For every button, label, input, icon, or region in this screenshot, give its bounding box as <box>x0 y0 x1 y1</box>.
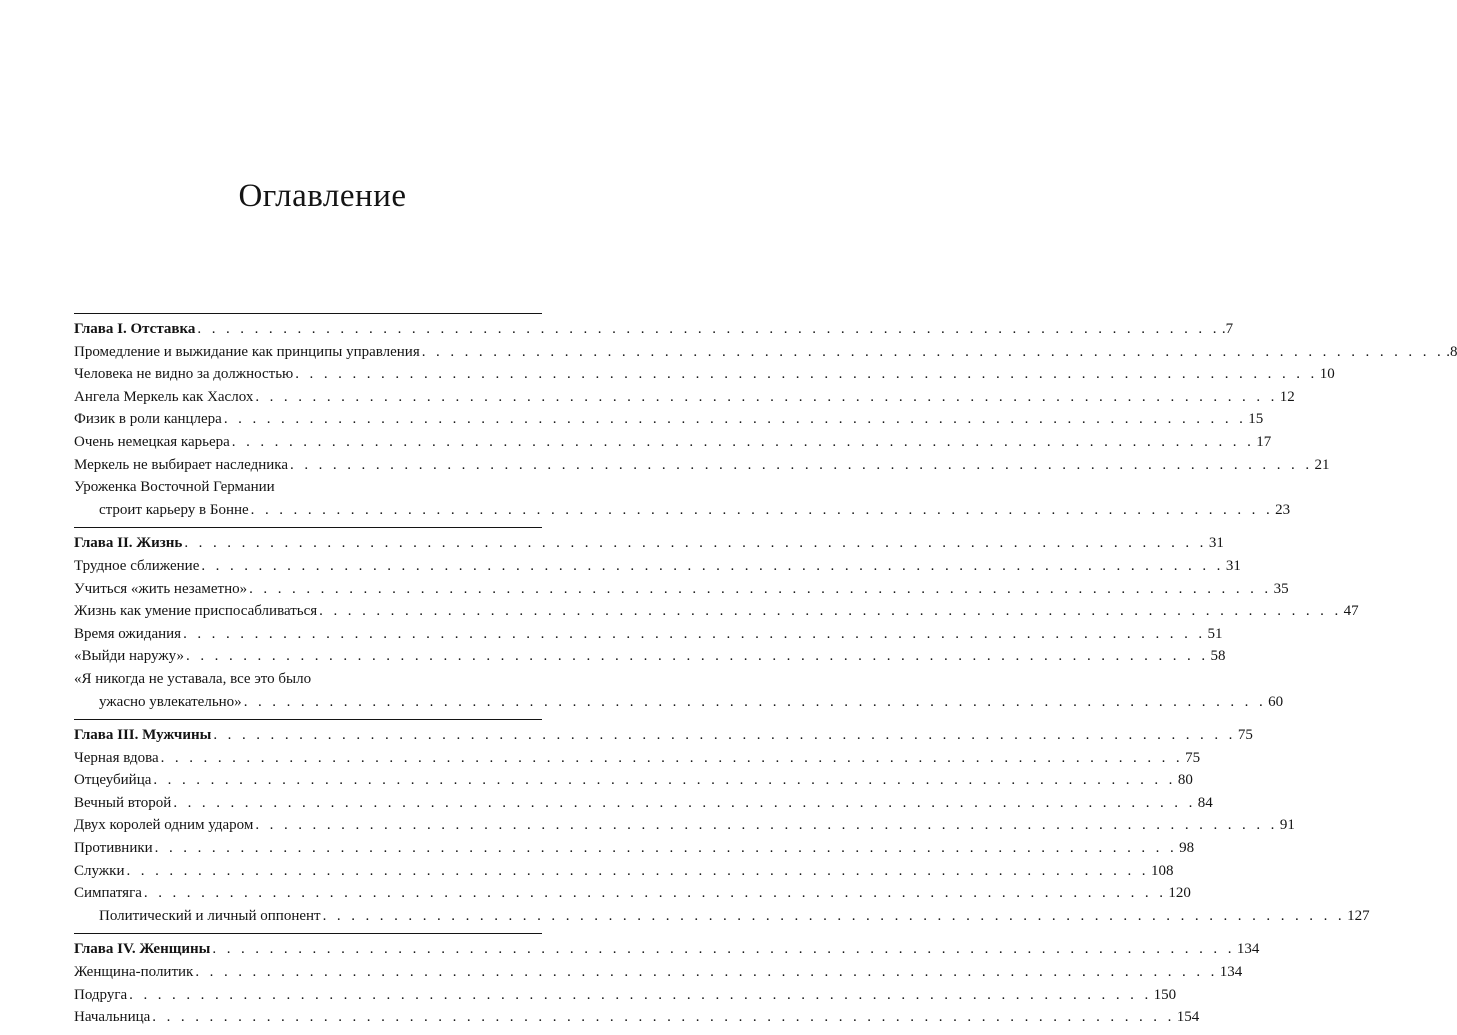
entry-title: Противники <box>74 840 153 857</box>
dot-leader: . . . . . . . . . . . . . . . . . . . . . . . . . . . . . . . . . . . . . . . . . . . . . . . . . . . . . . . . . . . . . . . . . . . . . . . . <box>195 964 1218 981</box>
page-number: 134 <box>1236 941 1260 958</box>
toc-entry[interactable] <box>74 961 1243 984</box>
page-number: .8 <box>1446 343 1457 360</box>
toc-entry[interactable] <box>74 860 1174 883</box>
toc-entry[interactable] <box>74 408 1264 431</box>
page-number: 35 <box>1273 580 1289 597</box>
toc-entry-multiline[interactable] <box>74 476 1291 521</box>
dot-leader: . . . . . . . . . . . . . . . . . . . . . . . . . . . . . . . . . . . . . . . . . . . . . . . . . . . . . . . . . . . . . . . . . . . . . . . . <box>152 1009 1175 1026</box>
toc-entry[interactable] <box>74 814 1295 837</box>
chapter-section <box>74 720 1370 933</box>
dot-leader: . . . . . . . . . . . . . . . . . . . . . . . . . . . . . . . . . . . . . . . . . . . . . . . . . . . . . . . . . . . . . . . . . . . . . . . . <box>160 749 1184 766</box>
toc-entry[interactable] <box>74 837 1195 860</box>
dot-leader: . . . . . . . . . . . . . . . . . . . . . . . . . . . . . . . . . . . . . . . . . . . . . . . . . . . . . . . . . . . . . . . . . . . . . . . . <box>184 535 1207 552</box>
table-of-contents <box>74 313 1457 1035</box>
entry-title-line2: ужасно увлекательно» <box>99 693 242 710</box>
toc-entry[interactable] <box>74 386 1295 409</box>
chapter-title: Глава III. Мужчины <box>74 727 212 744</box>
toc-entry[interactable] <box>74 645 1226 668</box>
toc-entry[interactable] <box>74 792 1213 815</box>
dot-leader: . . . . . . . . . . . . . . . . . . . . . . . . . . . . . . . . . . . . . . . . . . . . . . . . . . . . . . . . . . . . . . . . . . . . . . . . <box>213 727 1236 744</box>
entry-title: Промедление и выжидание как принципы управления <box>74 343 420 360</box>
dot-leader: . . . . . . . . . . . . . . . . . . . . . . . . . . . . . . . . . . . . . . . . . . . . . . . . . . . . . . . . . . . . . . . . . . . . . . . . <box>143 885 1167 902</box>
toc-entry[interactable] <box>74 1006 1200 1029</box>
page-number: 120 <box>1168 885 1191 902</box>
page-number: 51 <box>1207 625 1223 642</box>
page-number: 75 <box>1237 727 1253 744</box>
toc-entry[interactable] <box>74 769 1193 792</box>
entry-title-line1: «Я никогда не уставала, все это было <box>74 670 312 687</box>
dot-leader: . . . . . . . . . . . . . . . . . . . . . . . . . . . . . . . . . . . . . . . . . . . . . . . . . . . . . . . . . . . . . . . . . . . . . . . . <box>319 603 1342 620</box>
toc-entry[interactable] <box>74 578 1289 601</box>
entry-title: Очень немецкая карьера <box>74 433 230 450</box>
entry-title: Жизнь как умение приспосабливаться <box>74 603 318 620</box>
page-number: 80 <box>1177 772 1193 789</box>
toc-entry[interactable] <box>74 431 1272 454</box>
dot-leader: . . . . . . . . . . . . . . . . . . . . . . . . . . . . . . . . . . . . . . . . . . . . . . . . . . . . . . . . . . . . . . . . . . . . . . . . <box>243 693 1267 710</box>
toc-entry[interactable] <box>74 882 1191 905</box>
page-number: 150 <box>1153 986 1177 1003</box>
dot-leader: . . . . . . . . . . . . . . . . . . . . . . . . . . . . . . . . . . . . . . . . . . . . . . . . . . . . . . . . . . . . . . . . . . . . . . . . <box>290 456 1313 473</box>
page-number: 31 <box>1208 535 1224 552</box>
chapter-title: Глава IV. Женщины <box>74 941 211 958</box>
page-number: 17 <box>1256 433 1272 450</box>
dot-leader: . . . . . . . . . . . . . . . . . . . . . . . . . . . . . . . . . . . . . . . . . . . . . . . . . . . . . . . . . . . . . . . . . . . . . . . . <box>197 321 1220 337</box>
dot-leader: . . . . . . . . . . . . . . . . . . . . . . . . . . . . . . . . . . . . . . . . . . . . . . . . . . . . . . . . . . . . . . . . . . . . . . . . <box>173 794 1196 811</box>
dot-leader: . . . . . . . . . . . . . . . . . . . . . . . . . . . . . . . . . . . . . . . . . . . . . . . . . . . . . . . . . . . . . . . . . . . . . . . . <box>126 862 1149 879</box>
entry-title: Подруга <box>74 986 128 1003</box>
chapter-section <box>74 934 1260 1034</box>
entry-title: Человека не видно за должностью <box>74 366 294 383</box>
toc-entry[interactable] <box>74 747 1201 770</box>
dot-leader: . . . . . . . . . . . . . . . . . . . . . . . . . . . . . . . . . . . . . . . . . . . . . . . . . . . . . . . . . . . . . . . . . . . . . . . . <box>421 343 1445 360</box>
chapter-section <box>74 314 1457 527</box>
dot-leader: . . . . . . . . . . . . . . . . . . . . . . . . . . . . . . . . . . . . . . . . . . . . . . . . . . . . . . . . . . . . . . . . . . . . . . . . <box>186 648 1209 665</box>
entry-title: Трудное сближение <box>74 557 200 574</box>
entry-title: Симпатяга <box>74 885 142 902</box>
page-number: 127 <box>1347 907 1370 924</box>
dot-leader: . . . . . . . . . . . . . . . . . . . . . . . . . . . . . . . . . . . . . . . . . . . . . . . . . . . . . . . . . . . . . . . . . . . . . . . . <box>153 772 1176 789</box>
page-number: 134 <box>1219 964 1243 981</box>
chapter-heading[interactable] <box>74 724 1253 747</box>
dot-leader: . . . . . . . . . . . . . . . . . . . . . . . . . . . . . . . . . . . . . . . . . . . . . . . . . . . . . . . . . . . . . . . . . . . . . . . . <box>231 433 1255 450</box>
dot-leader: . . . . . . . . . . . . . . . . . . . . . . . . . . . . . . . . . . . . . . . . . . . . . . . . . . . . . . . . . . . . . . . . . . . . . . . . <box>201 557 1224 574</box>
page-number: .7 <box>1221 321 1234 337</box>
dot-leader: . . . . . . . . . . . . . . . . . . . . . . . . . . . . . . . . . . . . . . . . . . . . . . . . . . . . . . . . . . . . . . . . . . . . . . . . <box>255 817 1278 834</box>
entry-title: Начальница <box>74 1009 151 1026</box>
entry-title: Меркель не выбирает наследника <box>74 456 289 473</box>
page-number: 15 <box>1248 411 1264 428</box>
dot-leader: . . . . . . . . . . . . . . . . . . . . . . . . . . . . . . . . . . . . . . . . . . . . . . . . . . . . . . . . . . . . . . . . . . . . . . . . <box>212 941 1235 958</box>
dot-leader: . . . . . . . . . . . . . . . . . . . . . . . . . . . . . . . . . . . . . . . . . . . . . . . . . . . . . . . . . . . . . . . . . . . . . . . . <box>322 907 1346 924</box>
dot-leader: . . . . . . . . . . . . . . . . . . . . . . . . . . . . . . . . . . . . . . . . . . . . . . . . . . . . . . . . . . . . . . . . . . . . . . . . <box>183 625 1206 642</box>
page-number: 10 <box>1319 366 1335 383</box>
entry-title: Политический и личный оппонент <box>99 907 321 924</box>
toc-entry[interactable] <box>74 555 1241 578</box>
chapter-heading[interactable] <box>74 318 1234 341</box>
entry-line2 <box>74 691 1284 714</box>
entry-title: «Выйди наружу» <box>74 648 185 665</box>
page-number: 98 <box>1179 840 1195 857</box>
dot-leader: . . . . . . . . . . . . . . . . . . . . . . . . . . . . . . . . . . . . . . . . . . . . . . . . . . . . . . . . . . . . . . . . . . . . . . . . <box>255 388 1278 405</box>
dot-leader: . . . . . . . . . . . . . . . . . . . . . . . . . . . . . . . . . . . . . . . . . . . . . . . . . . . . . . . . . . . . . . . . . . . . . . . . <box>249 580 1272 597</box>
entry-title: Ангела Меркель как Хаслох <box>74 388 254 405</box>
entry-title-line2: строит карьеру в Бонне <box>99 501 249 518</box>
entry-line2 <box>74 499 1291 522</box>
page-number: 75 <box>1185 749 1201 766</box>
entry-title-line1: Уроженка Восточной Германии <box>74 479 275 496</box>
toc-entry[interactable] <box>74 905 1370 928</box>
page-number: 108 <box>1150 862 1174 879</box>
toc-entry[interactable] <box>74 454 1330 477</box>
entry-title: Служки <box>74 862 125 879</box>
page-number: 91 <box>1279 817 1295 834</box>
page-number: 47 <box>1343 603 1359 620</box>
entry-title: Вечный второй <box>74 794 172 811</box>
entry-title: Отцеубийца <box>74 772 152 789</box>
dot-leader: . . . . . . . . . . . . . . . . . . . . . . . . . . . . . . . . . . . . . . . . . . . . . . . . . . . . . . . . . . . . . . . . . . . . . . . . <box>154 840 1178 857</box>
entry-title: Двух королей одним ударом <box>74 817 254 834</box>
toc-entry[interactable] <box>74 984 1177 1007</box>
chapter-title: Глава II. Жизнь <box>74 535 183 552</box>
page-number: 21 <box>1314 456 1330 473</box>
toc-entry[interactable] <box>74 600 1359 623</box>
page-number: 58 <box>1210 648 1226 665</box>
toc-entry-multiline[interactable] <box>74 668 1284 713</box>
chapter-heading[interactable] <box>74 532 1224 555</box>
entry-title: Время ожидания <box>74 625 182 642</box>
page-title: Оглавление <box>238 178 407 214</box>
page-number: 23 <box>1275 501 1291 518</box>
dot-leader: . . . . . . . . . . . . . . . . . . . . . . . . . . . . . . . . . . . . . . . . . . . . . . . . . . . . . . . . . . . . . . . . . . . . . . . . <box>129 986 1152 1003</box>
entry-title: Учиться «жить незаметно» <box>74 580 248 597</box>
dot-leader: . . . . . . . . . . . . . . . . . . . . . . . . . . . . . . . . . . . . . . . . . . . . . . . . . . . . . . . . . . . . . . . . . . . . . . . . <box>250 501 1274 518</box>
chapter-title: Глава I. Отставка <box>74 321 196 337</box>
chapter-heading[interactable] <box>74 938 1260 961</box>
page-number: 12 <box>1279 388 1295 405</box>
toc-entry[interactable] <box>74 341 1457 364</box>
dot-leader: . . . . . . . . . . . . . . . . . . . . . . . . . . . . . . . . . . . . . . . . . . . . . . . . . . . . . . . . . . . . . . . . . . . . . . . . <box>223 411 1247 428</box>
chapter-section <box>74 528 1359 719</box>
entry-title: Черная вдова <box>74 749 159 766</box>
page-number: 60 <box>1268 693 1284 710</box>
toc-entry[interactable] <box>74 623 1223 646</box>
page-number: 31 <box>1225 557 1241 574</box>
toc-entry[interactable] <box>74 363 1335 386</box>
page-number: 154 <box>1176 1009 1200 1026</box>
dot-leader: . . . . . . . . . . . . . . . . . . . . . . . . . . . . . . . . . . . . . . . . . . . . . . . . . . . . . . . . . . . . . . . . . . . . . . . . <box>295 366 1318 383</box>
entry-title: Женщина-политик <box>74 964 194 981</box>
page-number: 84 <box>1197 794 1213 811</box>
entry-title: Физик в роли канцлера <box>74 411 222 428</box>
